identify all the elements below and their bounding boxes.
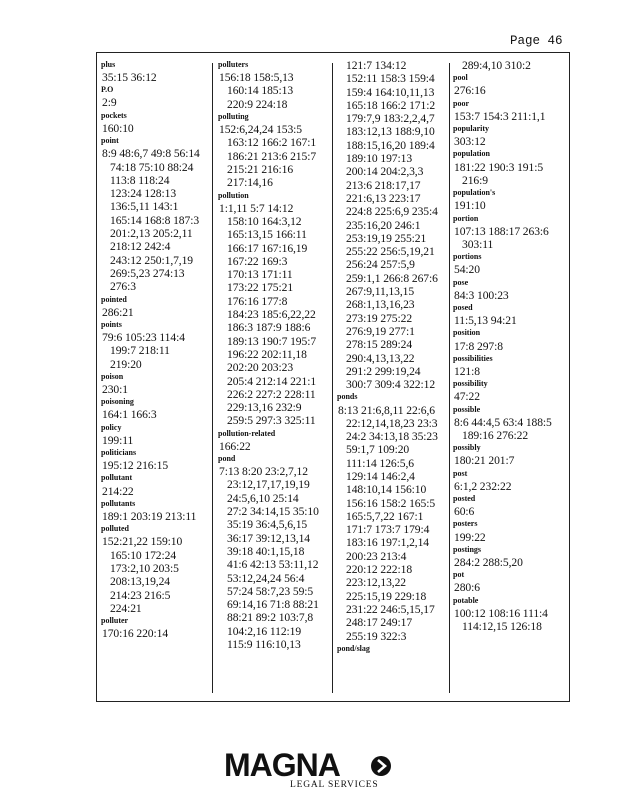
page-references: 163:12 166:2 167:1 [227,136,317,150]
index-term: polluters [218,60,249,69]
index-term: policy [101,422,122,432]
page-references: 35:15 36:12 [102,71,157,85]
page-references: 248:17 249:17 [346,616,413,630]
page-references: 224:21 [110,601,142,615]
page-references: 160:14 185:13 [227,84,294,98]
page-references: 183:16 197:1,2,14 [346,536,430,550]
index-term: possible [453,404,481,414]
page-references: 100:12 108:16 111:4 [454,606,548,620]
page-references: 129:14 146:2,4 [346,470,415,483]
page-references: 53:12,24,24 56:4 [227,571,305,585]
page-references: 186:3 187:9 188:6 [227,321,311,335]
index-term: pot [453,570,465,580]
index-term: possibilities [453,353,493,363]
page-references: 303:12 [454,135,486,149]
index-term: pointed [101,294,127,304]
page-references: 220:9 224:18 [227,97,288,111]
page-references: 208:13,19,24 [110,575,170,589]
page-references: 41:6 42:13 53:11,12 [227,558,319,572]
page-references: 186:21 213:6 215:7 [227,149,317,163]
index-term: portions [453,252,482,262]
index-column-4 [453,59,569,695]
page-references: 217:14,16 [227,176,273,190]
page-references: 183:12,13 188:9,10 [346,125,435,139]
index-term: pollution [218,190,249,200]
page-references: 229:13,16 232:9 [227,401,302,415]
page-references: 213:6 218:17,17 [346,178,421,192]
page-references: 22:12,14,18,23 23:3 [346,416,438,430]
page-references: 219:20 [110,357,142,371]
index-column-3 [337,59,447,695]
page-references: 104:2,16 112:19 [227,624,302,638]
page-references: 113:8 118:24 [110,173,170,187]
page-references: 225:15,19 229:18 [346,589,427,603]
page-references: 256:24 257:5,9 [346,258,415,272]
index-term: posed [453,303,473,313]
index-term: possibility [453,379,488,389]
page-references: 189:10 197:13 [346,152,413,166]
page-references: 17:8 297:8 [454,339,503,353]
page-references: 2:9 [102,96,117,110]
page-references: 303:11 [462,237,494,251]
page-references: 259:1,1 266:8 267:6 [346,271,438,285]
index-term: poisoning [101,397,134,407]
page-references: 291:2 299:19,24 [346,364,421,378]
page-references: 60:6 [454,505,475,519]
page-references: 59:1,7 109:20 [346,443,410,457]
page-references: 276:3 [110,280,136,294]
index-term: pose [453,277,469,287]
page-references: 165:5,7,22 167:1 [346,509,424,523]
page-references: 173:2,10 203:5 [110,561,179,575]
page-references: 259:5 297:3 325:11 [227,414,316,428]
page-references: 290:4,13,13,22 [346,351,415,365]
index-term: posters [453,519,478,529]
page-references: 165:14 168:8 187:3 [110,213,200,227]
page-references: 165:13,15 166:11 [227,228,307,242]
page-references: 24:5,6,10 25:14 [227,491,299,505]
index-term: pollutant [101,473,133,483]
page-references: 158:10 164:3,12 [227,214,302,228]
page-references: 181:22 190:3 191:5 [454,160,544,174]
circle-arrow-icon [370,755,392,777]
page-references: 179:7,9 183:2,2,4,7 [346,112,435,126]
index-term: posted [453,494,476,504]
index-term: polluted [101,524,130,534]
logo-subtitle: LEGAL SERVICES [290,780,379,790]
page-references: 69:14,16 71:8 88:21 [227,598,319,612]
page-references: 223:12,13,22 [346,576,406,590]
page-references: 255:22 256:5,19,21 [346,245,435,259]
page-references: 84:3 100:23 [454,288,509,302]
page-references: 205:4 212:14 221:1 [227,374,317,388]
page-references: 170:13 171:11 [227,268,293,282]
page-references: 170:16 220:14 [102,627,169,641]
page-references: 159:4 164:10,11,13 [346,85,435,99]
page-references: 176:16 177:8 [227,294,288,308]
index-term: poor [453,98,469,108]
page-references: 214:22 [102,484,134,498]
page-references: 166:22 [219,439,251,453]
page-references: 243:12 250:1,7,19 [110,253,194,267]
index-term: potable [453,595,479,605]
page-references: 8:13 21:6,8,11 22:6,6 [338,403,435,417]
page-references: 1:1,11 5:7 14:12 [219,201,294,215]
page-references: 199:11 [102,433,134,447]
page-references: 284:2 288:5,20 [454,555,523,569]
page-references: 189:13 190:7 195:7 [227,334,317,348]
index-term: pollutants [101,498,136,508]
page-references: 189:1 203:19 213:11 [102,509,197,523]
page-references: 156:16 158:2 165:5 [346,496,436,510]
page-references: 199:7 218:11 [110,344,170,358]
index-term: point [101,136,119,146]
index-term: pond [218,454,236,464]
page-references: 35:19 36:4,5,6,15 [227,518,308,532]
page-references: 202:20 203:23 [227,361,294,375]
page-references: 201:2,13 205:2,11 [110,227,193,241]
page-references: 160:10 [102,121,134,135]
index-term: position [453,328,481,338]
page-references: 267:9,11,13,15 [346,285,415,299]
page-references: 300:7 309:4 322:12 [346,378,436,392]
page-references: 276:16 [454,84,486,98]
page-references: 221:6,13 223:17 [346,191,421,205]
page-references: 231:22 246:5,15,17 [346,602,435,616]
page-references: 215:21 216:16 [227,162,294,176]
page-references: 218:12 242:4 [110,240,171,254]
page-references: 166:17 167:16,19 [227,241,308,255]
page-references: 148:10,14 156:10 [346,483,427,497]
page-references: 6:1,2 232:22 [454,479,512,493]
page-references: 269:5,23 274:13 [110,266,185,280]
page-references: 152:11 158:3 159:4 [346,72,435,86]
page-references: 8:6 44:4,5 63:4 188:5 [454,415,552,429]
index-column-1 [101,59,213,695]
page-references: 200:14 204:2,3,3 [346,165,424,179]
page-references: 191:10 [454,199,486,213]
index-term: population's [453,188,496,198]
index-term: popularity [453,124,490,134]
index-term: possibly [453,443,481,453]
index-term: polluting [218,111,249,121]
page-references: 11:5,13 94:21 [454,314,517,328]
page-references: 226:2 227:2 228:11 [227,387,316,401]
index-column-2 [218,59,330,695]
page-references: 121:8 [454,364,480,378]
page-number: Page 46 [510,34,563,48]
page-references: 171:7 173:7 179:4 [346,523,430,537]
page-references: 27:2 34:14,15 35:10 [227,505,319,519]
index-frame [96,52,570,702]
page-references: 200:23 213:4 [346,549,407,563]
page-references: 8:9 48:6,7 49:8 56:14 [102,147,200,161]
page-references: 123:24 128:13 [110,187,177,201]
page-references: 195:12 216:15 [102,459,169,473]
page-references: 230:1 [102,383,128,396]
index-term: politicians [101,448,137,458]
page-references: 165:18 166:2 171:2 [346,98,436,112]
page-references: 255:19 322:3 [346,629,407,643]
page-references: 54:20 [454,263,480,277]
page-references: 216:9 [462,173,488,187]
index-term: points [101,319,122,329]
page-references: 47:22 [454,390,480,404]
index-term: pool [453,73,468,83]
page-references: 156:18 158:5,13 [219,71,294,85]
page-references: 268:1,13,16,23 [346,298,415,312]
page-references: 224:8 225:6,9 235:4 [346,205,438,219]
page-references: 39:18 40:1,15,18 [227,544,305,558]
page-references: 199:22 [454,530,486,544]
magna-logo [224,748,394,794]
page-references: 114:12,15 126:18 [462,620,542,633]
page-references: 57:24 58:7,23 59:5 [227,584,314,598]
page-references: 74:18 75:10 88:24 [110,160,194,174]
page-references: 7:13 8:20 23:2,7,12 [219,465,308,479]
index-term: portion [453,213,479,223]
index-term: polluter [101,616,129,626]
page-references: 184:23 185:6,22,22 [227,308,316,322]
page-references: 115:9 116:10,13 [227,638,301,652]
page-references: 152:21,22 159:10 [102,535,183,549]
logo-wordmark: MAGNA [224,747,340,783]
page-references: 24:2 34:13,18 35:23 [346,430,438,444]
index-term: poison [101,371,124,381]
page-references: 165:10 172:24 [110,548,177,562]
page-references: 164:1 166:3 [102,408,157,422]
page-references: 220:12 222:18 [346,563,413,577]
index-term: P.O [101,85,114,95]
page-references: 79:6 105:23 114:4 [102,331,185,345]
page-references: 180:21 201:7 [454,454,515,468]
page-references: 173:22 175:21 [227,281,294,295]
page-references: 196:22 202:11,18 [227,347,307,361]
page-references: 167:22 169:3 [227,254,288,268]
index-term: pockets [101,110,127,120]
page-references: 107:13 188:17 263:6 [454,224,549,238]
page-references: 214:23 216:5 [110,588,171,602]
page-references: 253:19,19 255:21 [346,231,427,245]
page-references: 276:9,19 277:1 [346,324,415,338]
page-references: 286:21 [102,305,134,319]
index-term: post [453,468,468,478]
page-references: 36:17 39:12,13,14 [227,531,311,545]
index-term: population [453,149,490,159]
page-references: 23:12,17,17,19,19 [227,478,310,492]
index-term: postings [453,544,482,554]
page-references: 88:21 89:2 103:7,8 [227,611,314,625]
page-references: 189:16 276:22 [462,428,529,442]
page-references: 136:5,11 143:1 [110,200,179,214]
index-term: pond/slag [337,643,370,653]
page-references: 188:15,16,20 189:4 [346,138,435,152]
page-references: 153:7 154:3 211:1,1 [454,109,546,123]
page-references: 289:4,10 310:2 [462,59,531,72]
index-term: plus [101,60,116,69]
page-references: 235:16,20 246:1 [346,218,421,232]
page-references: 280:6 [454,581,480,595]
page-references: 152:6,24,24 153:5 [219,123,303,137]
column-divider [449,63,450,693]
index-term: pollution-related [218,428,276,438]
page-references: 278:15 289:24 [346,338,413,352]
page-references: 111:14 126:5,6 [346,456,414,470]
column-divider [332,63,333,693]
page-references: 121:7 134:12 [346,59,407,72]
index-term: ponds [337,392,358,402]
page-references: 273:19 275:22 [346,311,413,325]
